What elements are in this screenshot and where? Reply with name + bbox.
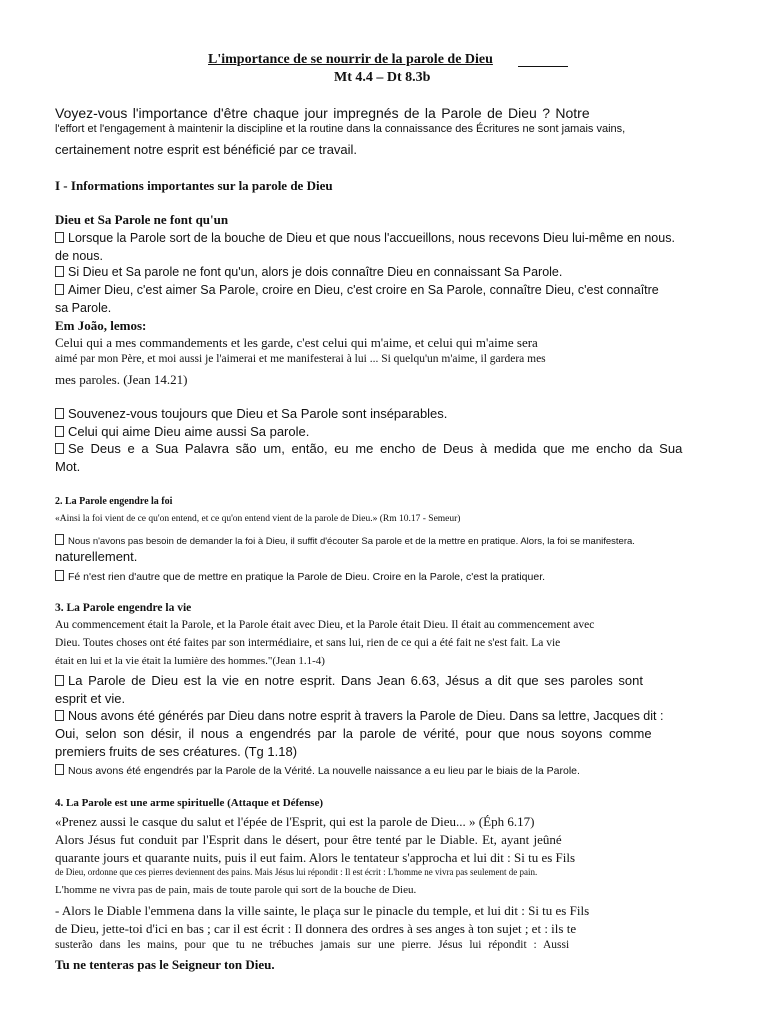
quote-line: Au commencement était la Parole, et la Parole était avec Dieu, et la Parole était Dieu. Il était au commencement avec: [55, 619, 595, 631]
intro-line: certainement notre esprit est bénéficié par ce travail.: [55, 142, 358, 157]
document-title: L'importance de se nourrir de la parole de Dieu: [208, 52, 493, 67]
missing-glyph-icon: [55, 232, 64, 243]
missing-glyph-icon: [55, 675, 64, 686]
bullet-item: Si Dieu et Sa parole ne font qu'un, alors je dois connaître Dieu en connaissant Sa Parole.: [55, 266, 562, 279]
text-line: Tu ne tenteras pas le Seigneur ton Dieu.: [55, 957, 275, 972]
text-line: Alors Jésus fut conduit par l'Esprit dans le désert, pour être tenté par le Diable. Et, ayant jeûné: [55, 832, 562, 847]
bullet-item: La Parole de Dieu est la vie en notre esprit. Dans Jean 6.63, Jésus a dit que ses paroles sont: [55, 674, 643, 687]
text-line: - Alors le Diable l'emmena dans la ville sainte, le plaça sur le pinacle du temple, et lui dit : Si tu es Fils: [55, 903, 590, 918]
section-heading: 3. La Parole engendre la vie: [55, 602, 192, 614]
section-heading: I - Informations importantes sur la parole de Dieu: [55, 178, 333, 193]
missing-glyph-icon: [55, 443, 64, 454]
missing-glyph-icon: [55, 764, 64, 775]
bullet-item: Nous avons été générés par Dieu dans notre esprit à travers la Parole de Dieu. Dans sa lettre, Jacques dit :: [55, 710, 663, 723]
missing-glyph-icon: [55, 426, 64, 437]
quote-line: Celui qui a mes commandements et les garde, c'est celui qui m'aime, et celui qui m'aime sera: [55, 335, 538, 350]
title-underline: [518, 66, 568, 67]
text-line: susterão dans les mains, pour que tu ne trébuches jamais sur une pierre. Jésus lui répondit : Aussi: [55, 939, 570, 951]
bullet-continuation: de nous.: [55, 249, 103, 263]
quote-line: «Ainsi la foi vient de ce qu'on entend, et ce qu'on entend vient de la parole de Dieu.» (Rm 10.17 - Semeur): [55, 514, 461, 524]
bullet-item: Aimer Dieu, c'est aimer Sa Parole, croire en Dieu, c'est croire en Sa Parole, connaître Dieu, c'est connaître: [55, 284, 659, 297]
text-line: L'homme ne vivra pas de pain, mais de toute parole qui sort de la bouche de Dieu.: [55, 884, 417, 896]
bullet-item: Nous n'avons pas besoin de demander la foi à Dieu, il suffit d'écouter Sa parole et de la mettre en pratique. Alors, la foi se manifestera.: [55, 534, 635, 547]
bullet-item: Se Deus e a Sua Palavra são um, então, eu me encho de Deus à medida que me encho da Sua: [55, 442, 682, 455]
bullet-continuation: sa Parole.: [55, 301, 112, 315]
text-line: quarante jours et quarante nuits, puis il eut faim. Alors le tentateur s'approcha et lui dit : Si tu es Fils: [55, 850, 576, 865]
quote-line: aimé par mon Père, et moi aussi je l'aimerai et me manifesterai à lui ... Si quelqu'un m'aime, il gardera mes: [55, 353, 546, 365]
bullet-continuation: esprit et vie.: [55, 691, 126, 706]
subsection-heading: Em João, lemos:: [55, 318, 147, 333]
text-line: de Dieu, ordonne que ces pierres deviennent des pains. Mais Jésus lui répondit : Il est écrit : L'homme ne vivra pas seulement de pain.: [55, 867, 538, 877]
bullet-item: Nous avons été engendrés par la Parole de la Vérité. La nouvelle naissance a eu lieu par le biais de la Parole.: [55, 764, 580, 777]
bullet-item: Souvenez-vous toujours que Dieu et Sa Parole sont inséparables.: [55, 407, 447, 420]
text-line: de Dieu, jette-toi d'ici en bas ; car il est écrit : Il donnera des ordres à ses anges à ton sujet ; et : ils te: [55, 921, 577, 936]
scripture-references: Mt 4.4 – Dt 8.3b: [334, 70, 431, 85]
quote-line: était en lui et la vie était la lumière des hommes."(Jean 1.1-4): [55, 655, 325, 667]
missing-glyph-icon: [55, 284, 64, 295]
bullet-continuation: Mot.: [55, 459, 81, 474]
bullet-continuation: premiers fruits de ses créatures. (Tg 1.18): [55, 744, 298, 759]
section-heading: 2. La Parole engendre la foi: [55, 496, 173, 507]
bullet-continuation: Oui, selon son désir, il nous a engendrés par la parole de vérité, pour que nous soyons comme: [55, 726, 652, 741]
quote-line: mes paroles. (Jean 14.21): [55, 372, 188, 387]
text-line: «Prenez aussi le casque du salut et l'épée de l'Esprit, qui est la parole de Dieu... » (Éph 6.17): [55, 814, 535, 829]
quote-line: Dieu. Toutes choses ont été faites par son intermédiaire, et sans lui, rien de ce qui a été fait ne s'est fait. La vie: [55, 637, 561, 649]
missing-glyph-icon: [55, 570, 64, 581]
missing-glyph-icon: [55, 408, 64, 419]
bullet-item: Lorsque la Parole sort de la bouche de Dieu et que nous l'accueillons, nous recevons Dieu lui-même en nous.: [55, 232, 675, 245]
missing-glyph-icon: [55, 534, 64, 545]
intro-line: l'effort et l'engagement à maintenir la discipline et la routine dans la connaissance des Écritures ne sont jamais vains,: [55, 123, 626, 135]
bullet-continuation: naturellement.: [55, 549, 138, 564]
missing-glyph-icon: [55, 266, 64, 277]
bullet-item: Fé n'est rien d'autre que de mettre en pratique la Parole de Dieu. Croire en la Parole, c'est la pratiquer.: [55, 570, 545, 583]
subsection-heading: Dieu et Sa Parole ne font qu'un: [55, 212, 229, 227]
intro-line: Voyez-vous l'importance d'être chaque jour impregnés de la Parole de Dieu ? Notre: [55, 105, 590, 121]
bullet-item: Celui qui aime Dieu aime aussi Sa parole.: [55, 425, 309, 438]
section-heading: 4. La Parole est une arme spirituelle (Attaque et Défense): [55, 797, 324, 809]
missing-glyph-icon: [55, 710, 64, 721]
